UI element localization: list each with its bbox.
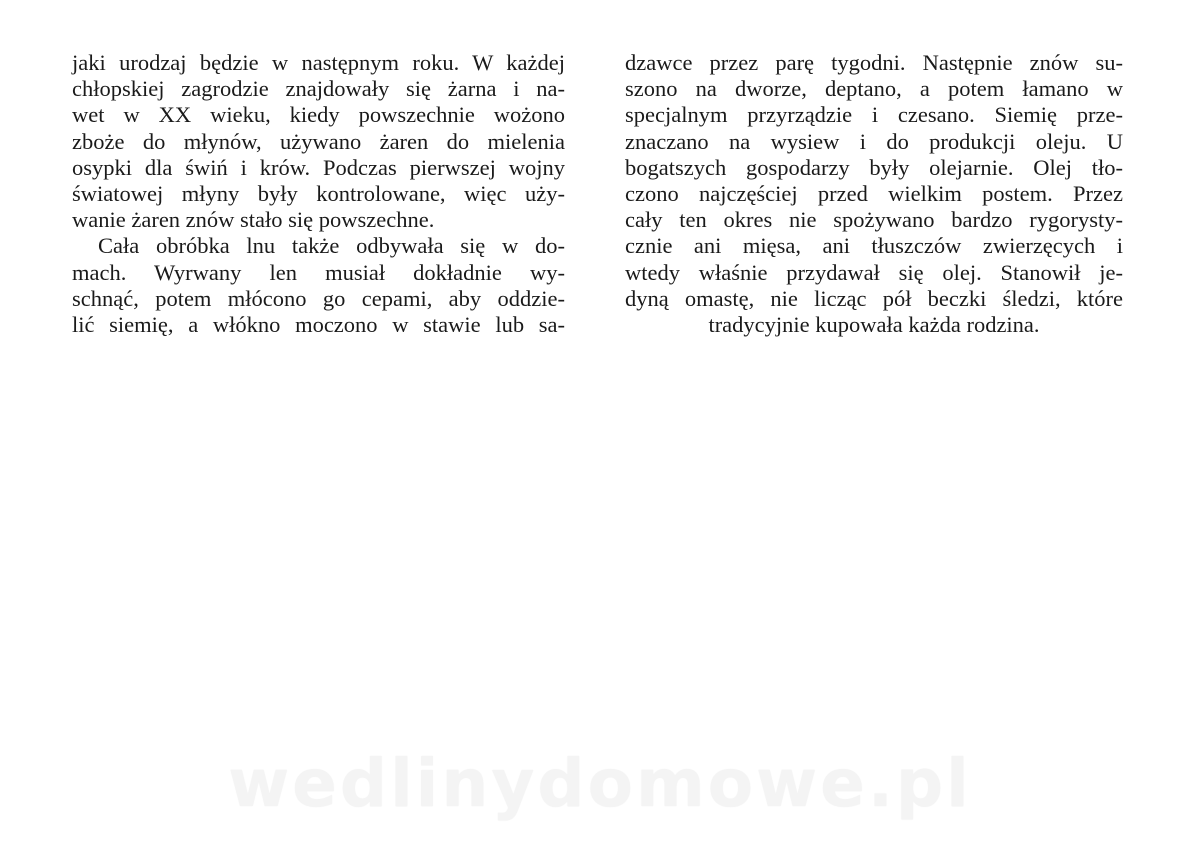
text-line: osypki dla świń i krów. Podczas pierwszej wojny	[72, 154, 565, 180]
text-line: zboże do młynów, używano żaren do mielenia	[72, 128, 565, 154]
text-line: chłopskiej zagrodzie znajdowały się żarna i na-	[72, 76, 565, 102]
right-text-column	[625, 50, 1123, 338]
text-line: czono najczęściej przed wielkim postem. Przez	[625, 180, 1123, 206]
text-line: szono na dworze, deptano, a potem łamano w	[625, 76, 1123, 102]
text-line: cznie ani mięsa, ani tłuszczów zwierzęcych i	[625, 233, 1123, 259]
text-line: specjalnym przyrządzie i czesano. Siemię prze-	[625, 102, 1123, 128]
text-line: dyną omastę, nie licząc pół beczki śledzi, które	[625, 285, 1123, 311]
text-line: wtedy właśnie przydawał się olej. Stanowił je-	[625, 259, 1123, 285]
text-line: lić siemię, a włókno moczono w stawie lub sa-	[72, 311, 565, 337]
text-line: dzawce przez parę tygodni. Następnie znów su-	[625, 50, 1123, 75]
text-line: jaki urodzaj będzie w następnym roku. W każdej	[72, 50, 565, 75]
text-line: mach. Wyrwany len musiał dokładnie wy-	[72, 259, 565, 285]
text-line: tradycyjnie kupowała każda rodzina.	[708, 311, 1040, 337]
watermark: wedlinydomowe.pl	[228, 745, 972, 822]
text-line: cały ten okres nie spożywano bardzo rygorysty-	[625, 207, 1123, 233]
left-text-column	[72, 50, 565, 338]
text-line: bogatszych gospodarzy były olejarnie. Olej tło-	[625, 154, 1123, 180]
text-line: Cała obróbka lnu także odbywała się w do-	[98, 233, 565, 259]
text-line: wanie żaren znów stało się powszechne.	[72, 207, 435, 233]
text-line: znaczano na wysiew i do produkcji oleju. U	[625, 128, 1123, 154]
text-line: schnąć, potem młócono go cepami, aby oddzie-	[72, 285, 565, 311]
text-line: światowej młyny były kontrolowane, więc uży-	[72, 180, 565, 206]
text-line: wet w XX wieku, kiedy powszechnie wożono	[72, 102, 565, 128]
